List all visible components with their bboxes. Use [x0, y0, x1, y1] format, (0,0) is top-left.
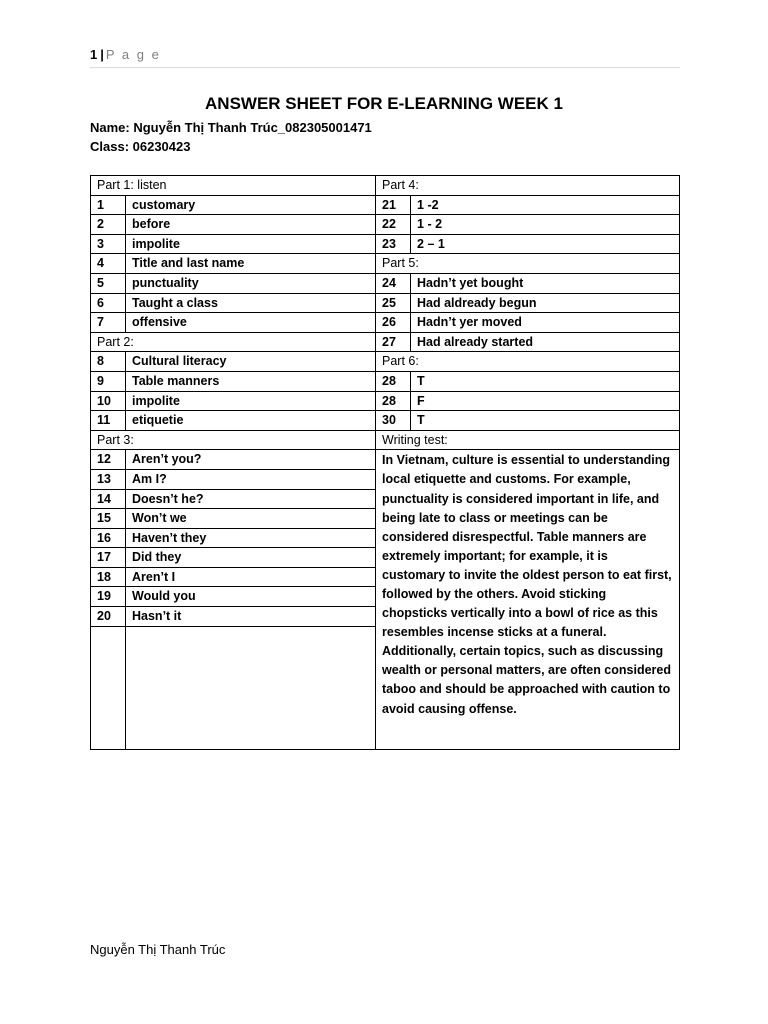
answer-cell: Had already started: [411, 332, 680, 352]
question-number: 30: [376, 411, 411, 431]
answer-cell: Would you: [126, 587, 376, 607]
answer-cell: Doesn’t he?: [126, 489, 376, 509]
question-number: 26: [376, 313, 411, 333]
answer-cell: Cultural literacy: [126, 352, 376, 372]
answer-cell: Am I?: [126, 469, 376, 489]
question-number: 27: [376, 332, 411, 352]
answer-cell: etiquetie: [126, 411, 376, 431]
page-separator: |: [100, 47, 104, 62]
table-row: [91, 234, 680, 254]
answer-cell: Won’t we: [126, 509, 376, 529]
answer-cell: Did they: [126, 548, 376, 568]
answer-cell: F: [411, 391, 680, 411]
question-number: 8: [91, 352, 126, 372]
table-row: [91, 293, 680, 313]
answer-cell: Had aldready begun: [411, 293, 680, 313]
document-title: ANSWER SHEET FOR E-LEARNING WEEK 1: [205, 94, 563, 113]
question-number: 5: [91, 273, 126, 293]
table-row: [91, 313, 680, 333]
answer-cell: Title and last name: [126, 254, 376, 274]
answer-cell: 1 - 2: [411, 215, 680, 235]
answer-cell: Hadn’t yet bought: [411, 273, 680, 293]
table-row: [91, 215, 680, 235]
question-number: 22: [376, 215, 411, 235]
page-number: 1: [90, 47, 98, 62]
question-number: 17: [91, 548, 126, 568]
table-row: [91, 195, 680, 215]
answer-cell: 2 – 1: [411, 234, 680, 254]
table-row: [91, 332, 680, 352]
student-name: Name: Nguyễn Thị Thanh Trúc_082305001471: [90, 120, 372, 135]
question-number: 1: [91, 195, 126, 215]
answer-cell: offensive: [126, 313, 376, 333]
answer-cell: Table manners: [126, 371, 376, 391]
question-number: 7: [91, 313, 126, 333]
table-row: [91, 352, 680, 372]
table-row: [91, 430, 680, 450]
left-part-header: Part 3:: [91, 430, 376, 450]
answer-table: [90, 175, 680, 750]
question-number: 6: [91, 293, 126, 313]
table-row: [91, 391, 680, 411]
answer-cell: customary: [126, 195, 376, 215]
question-number: 16: [91, 528, 126, 548]
left-part-header: Part 2:: [91, 332, 376, 352]
answer-cell: punctuality: [126, 273, 376, 293]
answer-cell: Aren’t you?: [126, 450, 376, 470]
question-number: 25: [376, 293, 411, 313]
answer-cell: Aren’t I: [126, 567, 376, 587]
page-label: P a g e: [105, 47, 161, 62]
answer-cell: before: [126, 215, 376, 235]
blank-cell: [91, 626, 126, 749]
question-number: 13: [91, 469, 126, 489]
question-number: 4: [91, 254, 126, 274]
right-part-header: Writing test:: [376, 430, 680, 450]
answer-cell: impolite: [126, 234, 376, 254]
question-number: 20: [91, 607, 126, 627]
page-header: [90, 46, 680, 68]
question-number: 2: [91, 215, 126, 235]
table-row: [91, 254, 680, 274]
question-number: 24: [376, 273, 411, 293]
question-number: 28: [376, 391, 411, 411]
question-number: 18: [91, 567, 126, 587]
right-part-header: Part 5:: [376, 254, 680, 274]
question-number: 12: [91, 450, 126, 470]
right-part-header: Part 4:: [376, 176, 680, 196]
question-number: 15: [91, 509, 126, 529]
question-number: 28: [376, 371, 411, 391]
left-part-header: Part 1: listen: [91, 176, 376, 196]
question-number: 9: [91, 371, 126, 391]
answer-cell: impolite: [126, 391, 376, 411]
writing-test-answer: In Vietnam, culture is essential to understanding local etiquette and customs. For example, punctuality is considered important in life, and being late to class or meetings can be considered disrespectful. Table manners are extremely important; for example, it is customary to invite the oldest person to eat first, followed by the others. Avoid sticking chopsticks vertically into a bowl of rice as this resembles incense sticks at a funeral. Additionally, certain topics, such as discussing wealth or personal matters, are often considered taboo and should be approached with caution to avoid causing offense.: [376, 450, 680, 749]
table-row: [91, 411, 680, 431]
question-number: 23: [376, 234, 411, 254]
question-number: 21: [376, 195, 411, 215]
answer-cell: Taught a class: [126, 293, 376, 313]
table-row: [91, 273, 680, 293]
student-class: Class: 06230423: [90, 139, 191, 154]
answer-cell: T: [411, 371, 680, 391]
question-number: 14: [91, 489, 126, 509]
answer-cell: Haven’t they: [126, 528, 376, 548]
question-number: 10: [91, 391, 126, 411]
answer-cell: Hasn’t it: [126, 607, 376, 627]
answer-cell: 1 -2: [411, 195, 680, 215]
footer-author: Nguyễn Thị Thanh Trúc: [90, 942, 226, 957]
table-row: [91, 371, 680, 391]
table-row: [91, 176, 680, 196]
blank-cell: [126, 626, 376, 749]
question-number: 3: [91, 234, 126, 254]
table-row: [91, 450, 680, 470]
question-number: 19: [91, 587, 126, 607]
question-number: 11: [91, 411, 126, 431]
right-part-header: Part 6:: [376, 352, 680, 372]
answer-cell: T: [411, 411, 680, 431]
answer-cell: Hadn’t yer moved: [411, 313, 680, 333]
